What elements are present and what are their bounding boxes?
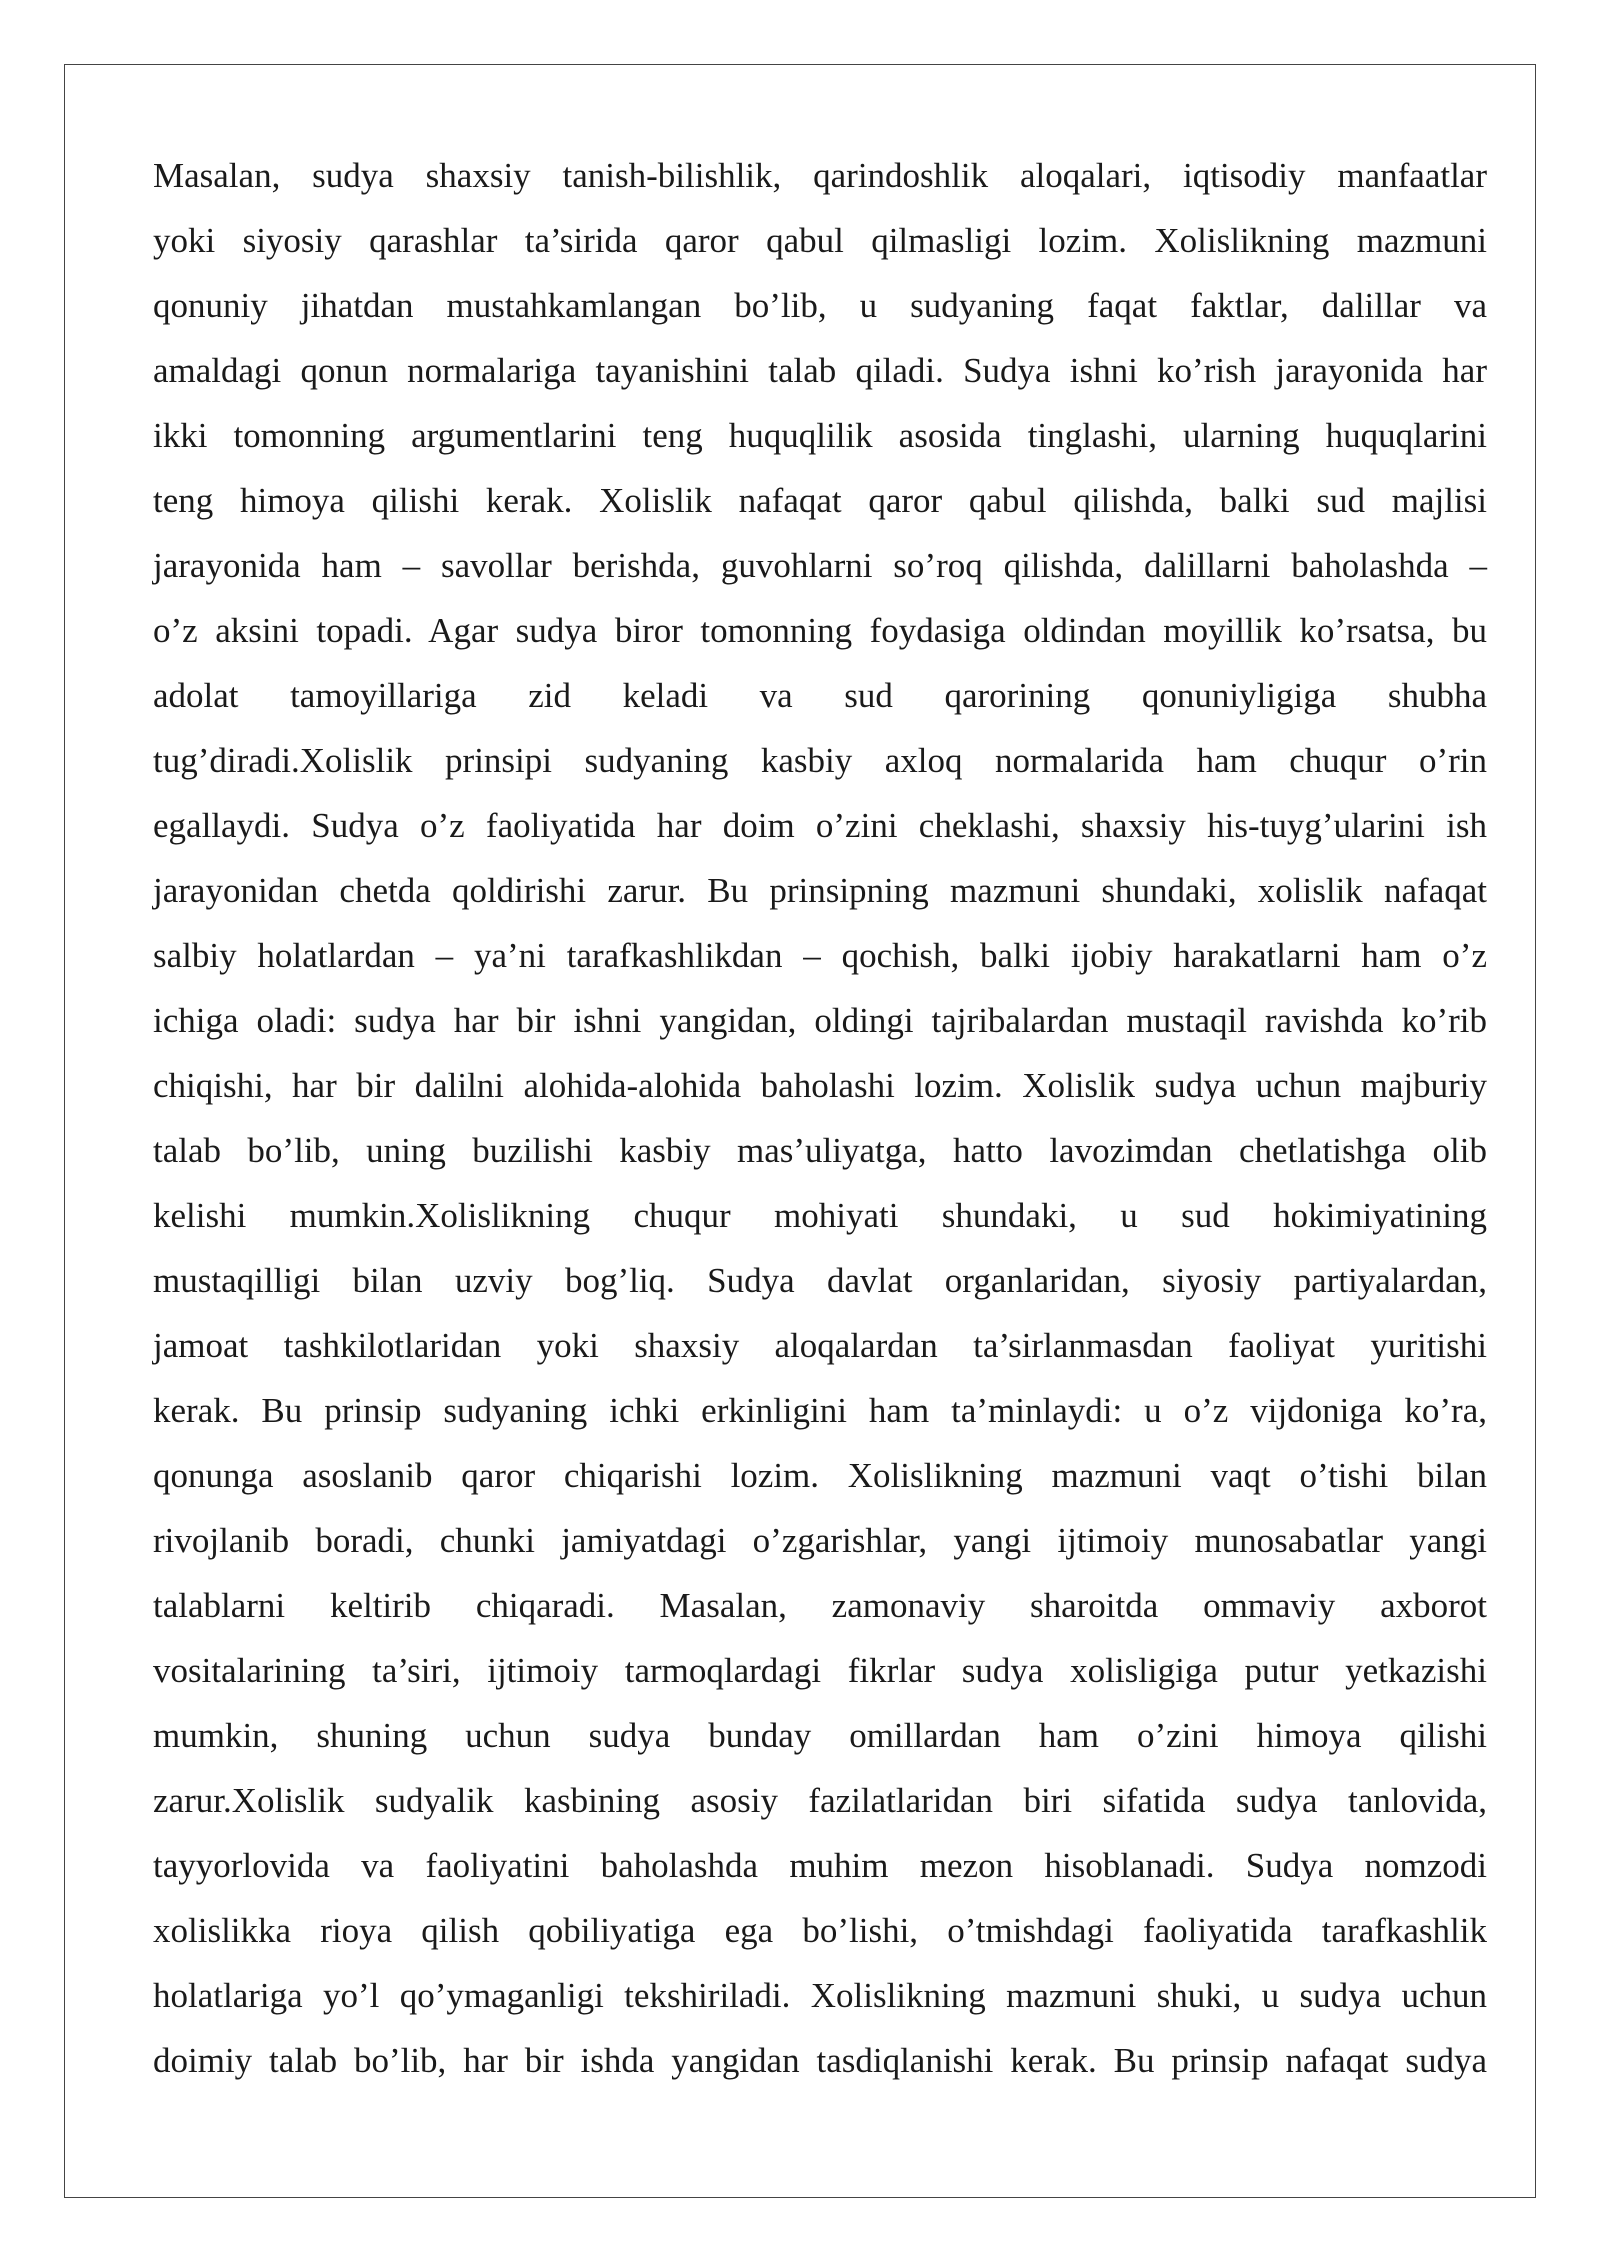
text-line: ikki tomonning argumentlarini teng huquqlilik asosida tinglashi, ularning huquqlarini: [153, 416, 1487, 455]
text-line: kerak. Bu prinsip sudyaning ichki erkinligini ham ta’minlaydi: u o’z vijdoniga ko’ra,: [153, 1391, 1487, 1430]
text-line: salbiy holatlardan – ya’ni tarafkashlikdan – qochish, balki ijobiy harakatlarni ham o’z: [153, 936, 1487, 975]
text-line: qonuniy jihatdan mustahkamlangan bo’lib, u sudyaning faqat faktlar, dalillar va: [153, 286, 1487, 325]
text-line: teng himoya qilishi kerak. Xolislik nafaqat qaror qabul qilishda, balki sud majlisi: [153, 481, 1487, 520]
body-paragraph: [153, 143, 1487, 2093]
text-line: qonunga asoslanib qaror chiqarishi lozim. Xolislikning mazmuni vaqt o’tishi bilan: [153, 1456, 1487, 1495]
text-line: doimiy talab bo’lib, har bir ishda yangidan tasdiqlanishi kerak. Bu prinsip nafaqat sudya: [153, 2041, 1487, 2080]
text-line: Masalan, sudya shaxsiy tanish-bilishlik, qarindoshlik aloqalari, iqtisodiy manfaatlar: [153, 156, 1487, 195]
text-line: mustaqilligi bilan uzviy bog’liq. Sudya davlat organlaridan, siyosiy partiyalardan,: [153, 1261, 1487, 1300]
text-line: vositalarining ta’siri, ijtimoiy tarmoqlardagi fikrlar sudya xolisligiga putur yetkazishi: [153, 1651, 1487, 1690]
text-line: holatlariga yo’l qo’ymaganligi tekshiriladi. Xolislikning mazmuni shuki, u sudya uchun: [153, 1976, 1487, 2015]
text-line: amaldagi qonun normalariga tayanishini talab qiladi. Sudya ishni ko’rish jarayonida har: [153, 351, 1487, 390]
text-line: ichiga oladi: sudya har bir ishni yangidan, oldingi tajribalardan mustaqil ravishda ko’rib: [153, 1001, 1487, 1040]
text-line: o’z aksini topadi. Agar sudya biror tomonning foydasiga oldindan moyillik ko’rsatsa, bu: [153, 611, 1487, 650]
text-line: talab bo’lib, uning buzilishi kasbiy mas’uliyatga, hatto lavozimdan chetlatishga olib: [153, 1131, 1487, 1170]
text-line: mumkin, shuning uchun sudya bunday omillardan ham o’zini himoya qilishi: [153, 1716, 1487, 1755]
text-line: yoki siyosiy qarashlar ta’sirida qaror qabul qilmasligi lozim. Xolislikning mazmuni: [153, 221, 1487, 260]
text-line: jarayonida ham – savollar berishda, guvohlarni so’roq qilishda, dalillarni baholashda –: [153, 546, 1487, 585]
text-line: jamoat tashkilotlaridan yoki shaxsiy aloqalardan ta’sirlanmasdan faoliyat yuritishi: [153, 1326, 1487, 1365]
text-line: tug’diradi.Xolislik prinsipi sudyaning kasbiy axloq normalarida ham chuqur o’rin: [153, 741, 1487, 780]
text-line: rivojlanib boradi, chunki jamiyatdagi o’zgarishlar, yangi ijtimoiy munosabatlar yangi: [153, 1521, 1487, 1560]
text-line: jarayonidan chetda qoldirishi zarur. Bu prinsipning mazmuni shundaki, xolislik nafaqat: [153, 871, 1487, 910]
text-line: adolat tamoyillariga zid keladi va sud qarorining qonuniyligiga shubha: [153, 676, 1487, 715]
text-line: zarur.Xolislik sudyalik kasbining asosiy fazilatlaridan biri sifatida sudya tanlovida,: [153, 1781, 1487, 1820]
text-line: chiqishi, har bir dalilni alohida-alohida baholashi lozim. Xolislik sudya uchun majburiy: [153, 1066, 1487, 1105]
text-line: kelishi mumkin.Xolislikning chuqur mohiyati shundaki, u sud hokimiyatining: [153, 1196, 1487, 1235]
text-line: tayyorlovida va faoliyatini baholashda muhim mezon hisoblanadi. Sudya nomzodi: [153, 1846, 1487, 1885]
text-line: talablarni keltirib chiqaradi. Masalan, zamonaviy sharoitda ommaviy axborot: [153, 1586, 1487, 1625]
text-line: egallaydi. Sudya o’z faoliyatida har doim o’zini cheklashi, shaxsiy his-tuyg’ularini ish: [153, 806, 1487, 845]
text-line: xolislikka rioya qilish qobiliyatiga ega bo’lishi, o’tmishdagi faoliyatida tarafkashlik: [153, 1911, 1487, 1950]
